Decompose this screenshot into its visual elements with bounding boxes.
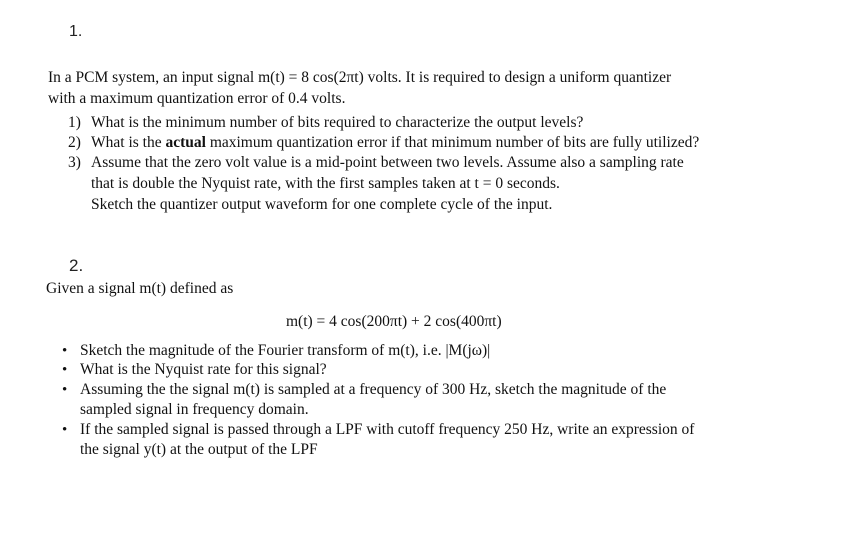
problem-2-bullet-3-line-1: Assuming the the signal m(t) is sampled at a frequency of 300 Hz, sketch the magnitude of the (80, 381, 667, 398)
problem-2-equation: m(t) = 4 cos(200πt) + 2 cos(400πt) (286, 313, 502, 330)
problem-1-item-3-label: 3) (68, 154, 81, 171)
item-2-post: maximum quantization error if that minimum number of bits are fully utilized? (205, 134, 700, 151)
problem-1-intro-line-1: In a PCM system, an input signal m(t) = 8 cos(2πt) volts. It is required to design a uniform quantizer (48, 69, 672, 86)
problem-1-item-3-line-2: that is double the Nyquist rate, with the first samples taken at t = 0 seconds. (91, 175, 560, 192)
problem-1-item-2-text (91, 133, 699, 153)
problem-1-intro-line-2: with a maximum quantization error of 0.4 volts. (48, 90, 346, 107)
problem-2-bullet-1: Sketch the magnitude of the Fourier transform of m(t), i.e. |M(jω)| (80, 342, 491, 359)
bullet-dot: • (62, 343, 68, 359)
problem-2-bullet-3-line-2: sampled signal in frequency domain. (80, 401, 309, 418)
problem-1-item-3-line-1: Assume that the zero volt value is a mid-point between two levels. Assume also a sampling rate (91, 154, 684, 171)
problem-1-item-1-text: What is the minimum number of bits required to characterize the output levels? (91, 114, 584, 131)
problem-1-item-3-line-3: Sketch the quantizer output waveform for one complete cycle of the input. (91, 196, 553, 213)
bullet-dot: • (62, 382, 68, 398)
problem-1-item-2-label: 2) (68, 134, 81, 151)
problem-1-number: 1. (69, 23, 83, 40)
problem-2-bullet-4-line-1: If the sampled signal is passed through a LPF with cutoff frequency 250 Hz, write an expression of (80, 421, 695, 438)
problem-2-bullet-2: What is the Nyquist rate for this signal? (80, 361, 327, 378)
problem-1-item-1-label: 1) (68, 114, 81, 131)
problem-2-number: 2. (69, 256, 84, 275)
bullet-dot: • (62, 362, 68, 378)
bullet-dot: • (62, 422, 68, 438)
problem-2-intro: Given a signal m(t) defined as (46, 280, 234, 297)
item-2-pre: What is the (91, 134, 166, 151)
item-2-bold: actual (165, 134, 206, 151)
problem-2-bullet-4-line-2: the signal y(t) at the output of the LPF (80, 441, 318, 458)
